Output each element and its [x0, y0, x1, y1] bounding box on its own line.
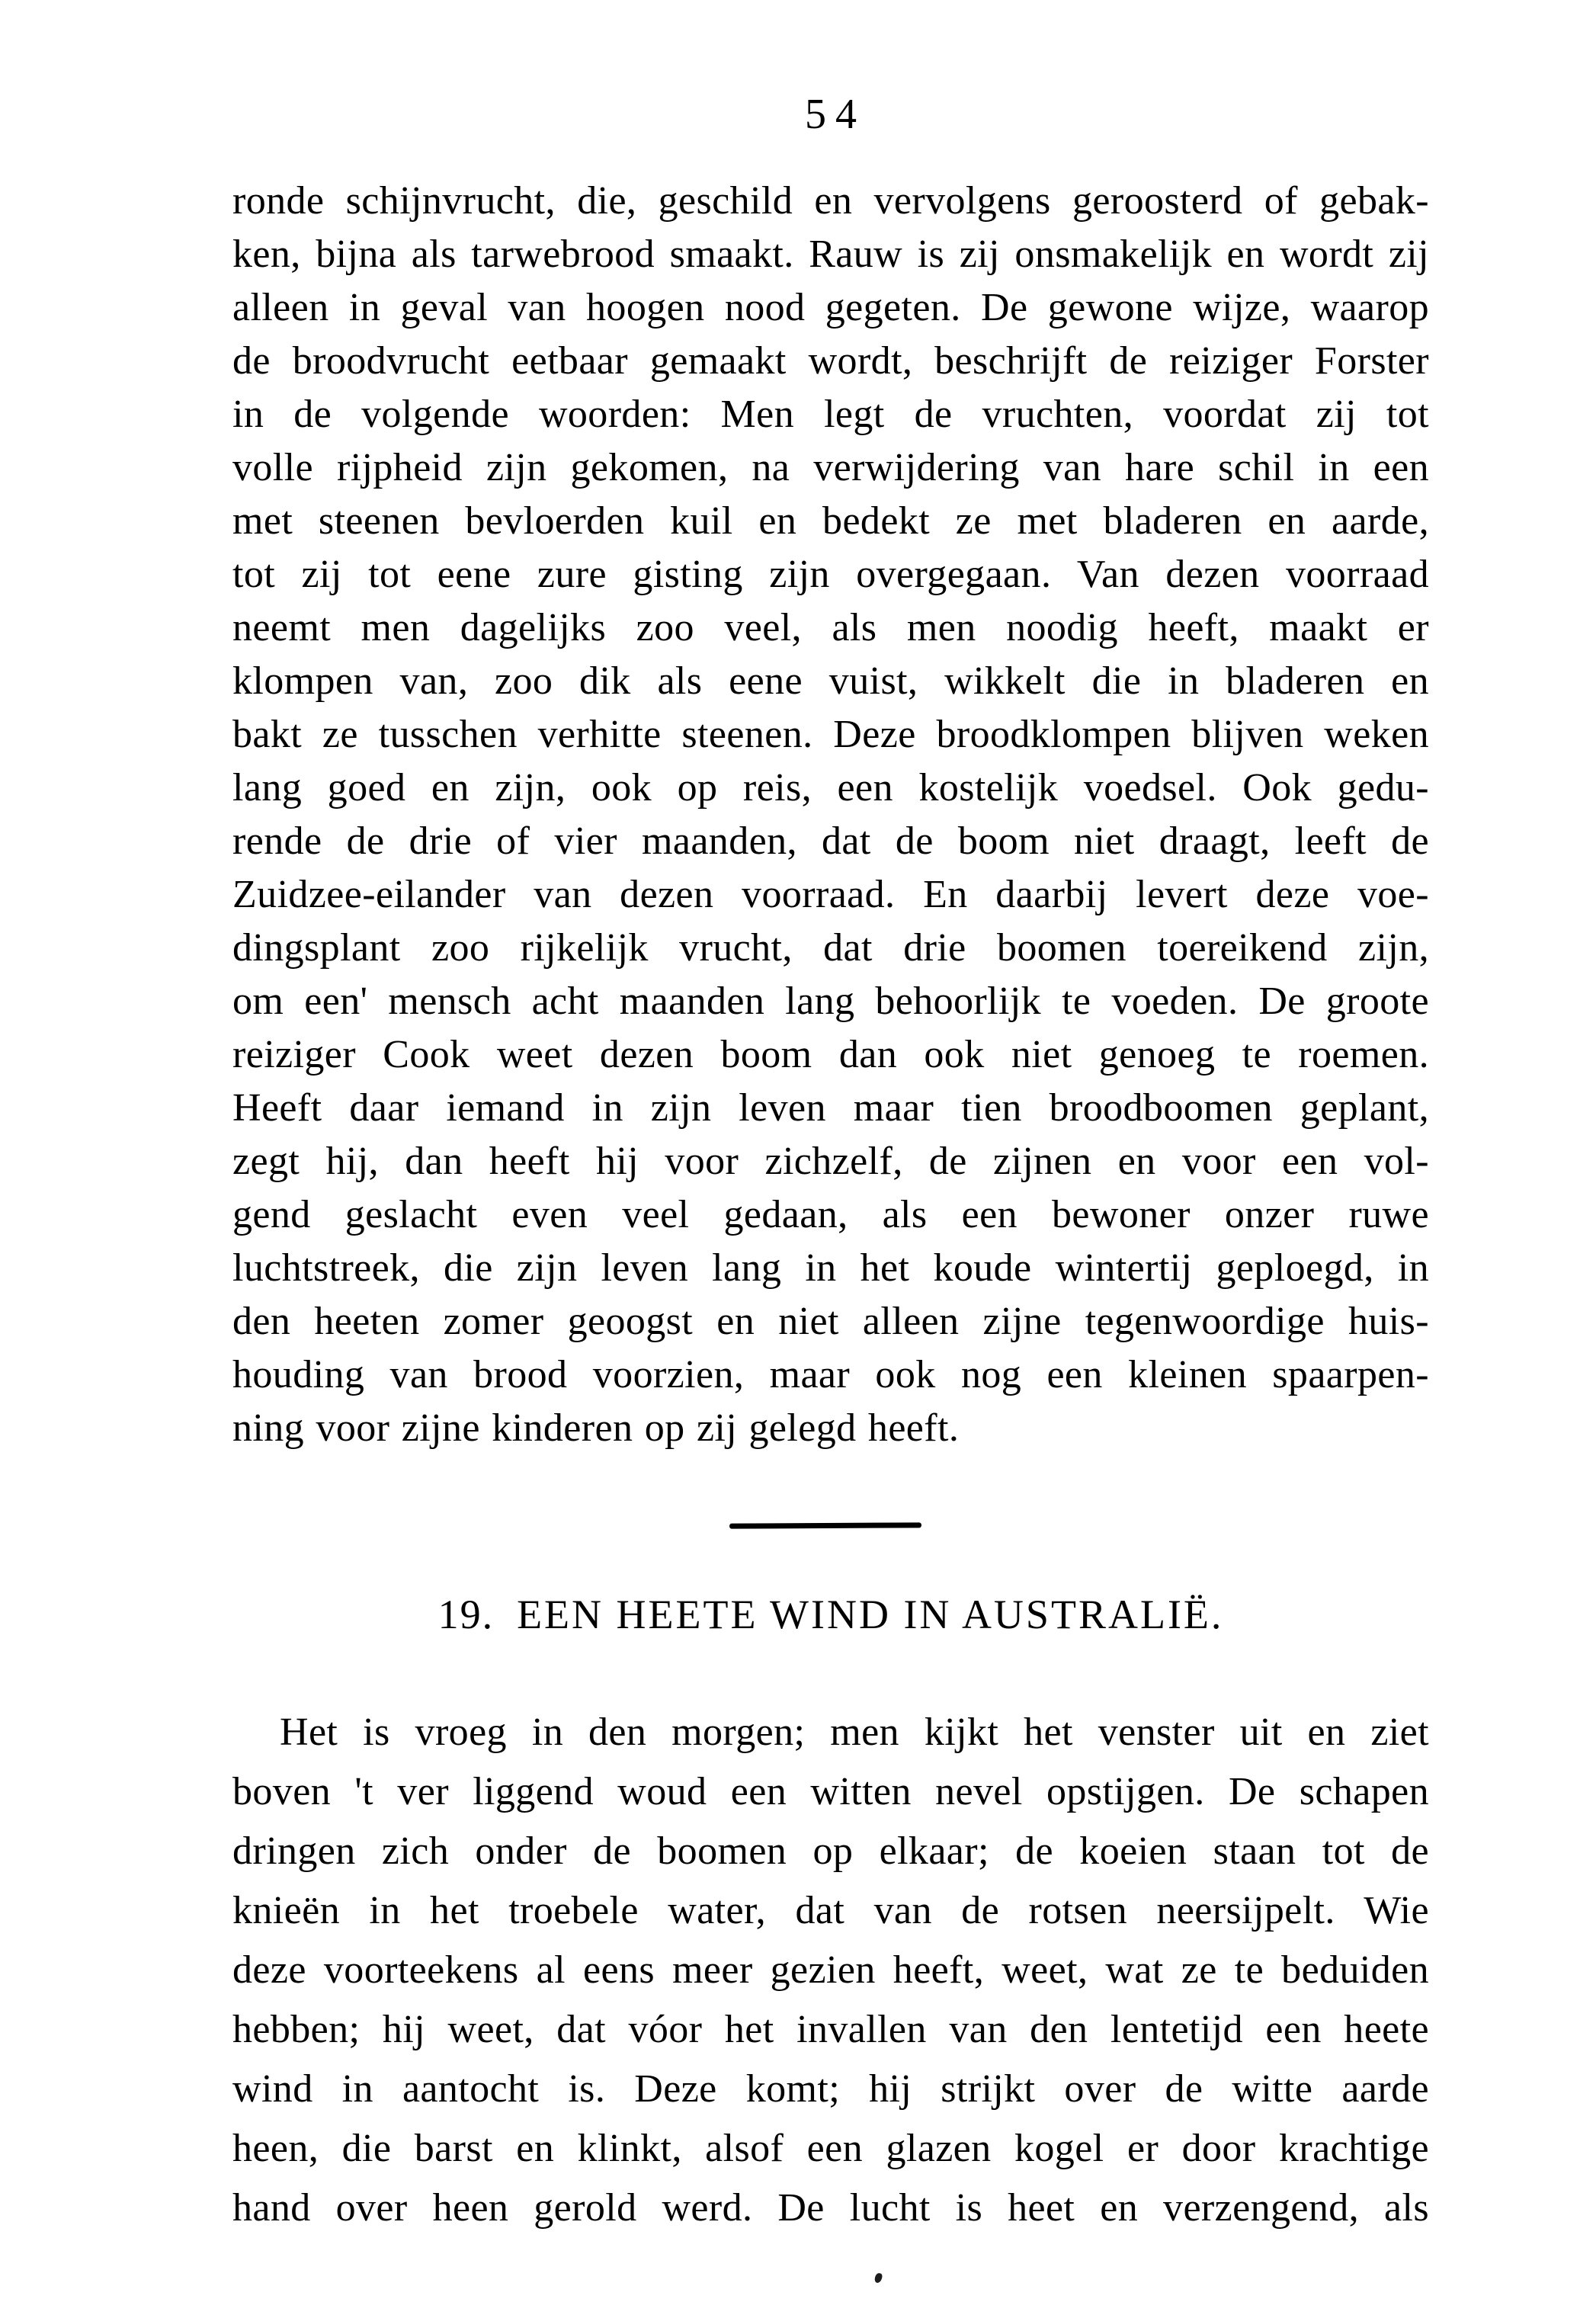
section-divider-rule — [729, 1522, 921, 1528]
text-line: lang goed en zijn, ook op reis, een kostelijk voedsel. Ook gedu- — [232, 766, 1429, 810]
ink-speck — [874, 2272, 883, 2284]
text-line: in de volgende woorden: Men legt de vruchten, voordat zij tot — [232, 393, 1429, 436]
paragraph-hot-wind — [232, 1703, 1429, 2238]
text-line: met steenen bevloerden kuil en bedekt ze met bladeren en aarde, — [232, 499, 1429, 543]
text-line: alleen in geval van hoogen nood gegeten. De gewone wijze, waarop — [232, 286, 1429, 329]
text-line: heen, die barst en klinkt, alsof een glazen kogel er door krachtige — [232, 2127, 1429, 2170]
text-line: tot zij tot eene zure gisting zijn overgegaan. Van dezen voorraad — [232, 553, 1429, 596]
text-line: dingsplant zoo rijkelijk vrucht, dat drie boomen toereikend zijn, — [232, 926, 1429, 970]
text-line: reiziger Cook weet dezen boom dan ook niet genoeg te roemen. — [232, 1033, 1429, 1076]
text-line: dringen zich onder de boomen op elkaar; de koeien staan tot de — [232, 1829, 1429, 1873]
text-line: ken, bijna als tarwebrood smaakt. Rauw is zij onsmakelijk en wordt zij — [232, 232, 1429, 276]
text-line: ronde schijnvrucht, die, geschild en vervolgens geroosterd of gebak- — [232, 179, 1429, 223]
section-title: EEN HEETE WIND IN AUSTRALIË. — [517, 1592, 1224, 1637]
text-line: om een' mensch acht maanden lang behoorlijk te voeden. De groote — [232, 979, 1429, 1023]
text-line: deze voorteekens al eens meer gezien heeft, weet, wat ze te beduiden — [232, 1948, 1429, 1992]
text-line: wind in aantocht is. Deze komt; hij strijkt over de witte aarde — [232, 2067, 1429, 2111]
text-line: den heeten zomer geoogst en niet alleen zijne tegenwoordige huis- — [232, 1300, 1429, 1343]
text-line: neemt men dagelijks zoo veel, als men noodig heeft, maakt er — [232, 606, 1429, 649]
text-line: bakt ze tusschen verhitte steenen. Deze broodklompen blijven weken — [232, 713, 1429, 756]
text-line: klompen van, zoo dik als eene vuist, wikkelt die in bladeren en — [232, 659, 1429, 703]
text-line: de broodvrucht eetbaar gemaakt wordt, beschrijft de reiziger Forster — [232, 339, 1429, 383]
text-line: Heeft daar iemand in zijn leven maar tien broodboomen geplant, — [232, 1086, 1429, 1130]
text-line: ning voor zijne kinderen op zij gelegd heeft. — [232, 1406, 960, 1450]
text-line: houding van brood voorzien, maar ook nog een kleinen spaarpen- — [232, 1353, 1429, 1396]
text-line: gend geslacht even veel gedaan, als een bewoner onzer ruwe — [232, 1193, 1429, 1236]
text-line: knieën in het troebele water, dat van de rotsen neersijpelt. Wie — [232, 1889, 1429, 1932]
text-line: volle rijpheid zijn gekomen, na verwijdering van hare schil in een — [232, 446, 1429, 489]
page-number: 54 — [805, 91, 866, 138]
text-line: rende de drie of vier maanden, dat de boom niet draagt, leeft de — [232, 819, 1429, 863]
paragraph-breadfruit-continuation — [232, 175, 1429, 1455]
section-number: 19. — [437, 1592, 495, 1637]
text-line: hand over heen gerold werd. De lucht is heet en verzengend, als — [232, 2186, 1429, 2230]
text-line: zegt hij, dan heeft hij voor zichzelf, de zijnen en voor een vol- — [232, 1140, 1429, 1183]
text-line: Zuidzee-eilander van dezen voorraad. En daarbij levert deze voe- — [232, 873, 1429, 916]
section-heading — [232, 1587, 1429, 1642]
text-line: boven 't ver liggend woud een witten nevel opstijgen. De schapen — [232, 1770, 1429, 1813]
text-line: hebben; hij weet, dat vóor het invallen van den lentetijd een heete — [232, 2008, 1429, 2051]
text-line: luchtstreek, die zijn leven lang in het koude wintertij geploegd, in — [232, 1246, 1429, 1290]
text-line: Het is vroeg in den morgen; men kijkt het venster uit en ziet — [280, 1710, 1429, 1754]
